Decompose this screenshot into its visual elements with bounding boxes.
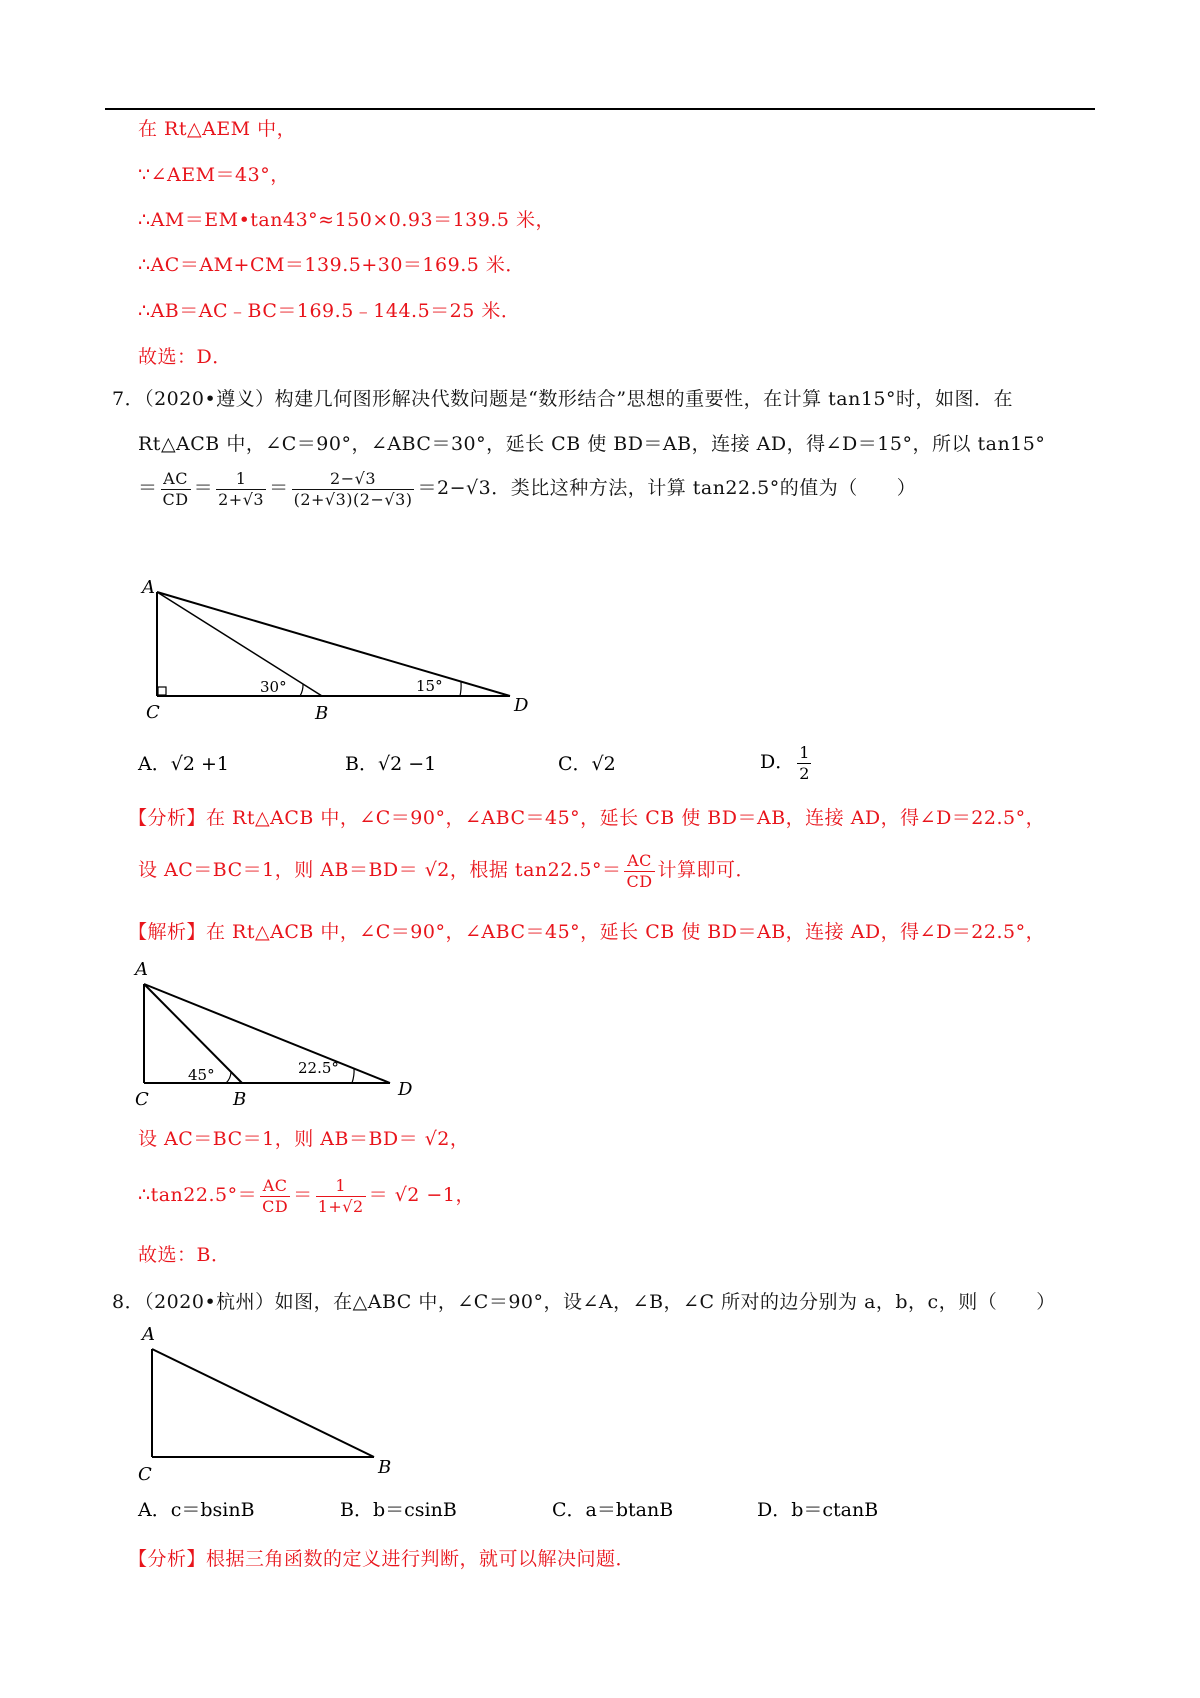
denominator: 2 — [799, 763, 810, 783]
denominator: 1+√2 — [317, 1196, 364, 1216]
question-7-stem: Rt△ACB 中，∠C＝90°，∠ABC＝30°，延长 CB 使 BD＝AB，连接 AD，得∠D＝15°，所以 tan15° — [138, 433, 1046, 455]
solution-line: ∴AM＝EM•tan43°≈150×0.93＝139.5 米， — [138, 209, 556, 231]
right-angle-mark — [158, 687, 166, 695]
denominator: CD — [626, 871, 653, 891]
equals-sign: ＝ — [138, 477, 158, 499]
option-a[interactable]: A．√2 +1 — [138, 753, 229, 775]
denominator: CD — [262, 1196, 289, 1216]
question-7-stem: 7．（2020•遵义）构建几何图形解决代数问题是“数形结合”思想的重要性，在计算 tan15°时，如图．在 — [112, 388, 1013, 410]
equals-sign: ＝ — [293, 1184, 313, 1206]
vertex-label-b: B — [233, 1089, 247, 1110]
denominator: 2+√3 — [218, 489, 265, 509]
vertex-label-a: A — [142, 577, 155, 598]
analysis-line: 【分析】根据三角函数的定义进行判断，就可以解决问题． — [128, 1548, 636, 1570]
formula-text: ∴tan22.5°＝ — [138, 1184, 258, 1206]
formula-tail: ＝2−√3．类比这种方法，计算 tan22.5°的值为（ ） — [417, 477, 917, 499]
solution-line: 设 AC＝BC＝1，则 AB＝BD＝ √2， — [138, 1128, 470, 1150]
fraction — [292, 469, 415, 510]
option-b[interactable]: B．b＝csinB — [340, 1499, 457, 1521]
equals-sign: ＝ — [269, 477, 289, 499]
triangle-figure-3 — [130, 1318, 410, 1485]
vertex-label-b: B — [378, 1457, 392, 1478]
side-ad — [157, 592, 510, 696]
option-a[interactable]: A．c＝bsinB — [138, 1499, 255, 1521]
fraction — [624, 851, 654, 892]
solution-formula — [138, 1175, 475, 1217]
numerator: AC — [163, 468, 188, 488]
angle-label: 22.5° — [298, 1059, 339, 1077]
side-ab — [157, 592, 322, 696]
vertex-label-c: C — [135, 1089, 149, 1110]
solution-line: 【解析】在 Rt△ACB 中，∠C＝90°，∠ABC＝45°，延长 CB 使 BD＝AB，连接 AD，得∠D＝22.5°， — [128, 921, 1046, 943]
denominator: (2+√3)(2−√3) — [293, 489, 413, 509]
numerator: 1 — [799, 742, 810, 762]
side-ab — [152, 1349, 374, 1457]
denominator: CD — [162, 489, 189, 509]
option-b[interactable]: B．√2 −1 — [345, 753, 437, 775]
angle-arc — [226, 1072, 231, 1083]
option-d[interactable] — [760, 742, 814, 784]
vertex-label-a: A — [135, 959, 148, 980]
solution-line: 在 Rt△AEM 中， — [138, 118, 297, 140]
numerator: 1 — [335, 1175, 347, 1195]
solution-line: ∴AC＝AM+CM＝139.5+30＝169.5 米． — [138, 254, 525, 276]
vertex-label-d: D — [514, 695, 529, 716]
vertex-label-a: A — [142, 1324, 155, 1345]
question-7-formula — [138, 468, 916, 510]
angle-arc — [352, 1068, 354, 1083]
triangle-figure-1 — [130, 575, 550, 725]
equals-sign: ＝ — [193, 477, 214, 499]
vertex-label-c: C — [138, 1464, 152, 1485]
fraction — [260, 1176, 290, 1217]
answer-line: 故选：B． — [138, 1244, 231, 1266]
vertex-label-c: C — [146, 702, 160, 723]
fraction — [316, 1176, 366, 1217]
option-c[interactable]: C．a＝btanB — [552, 1499, 674, 1521]
analysis-line — [138, 850, 755, 892]
fraction — [797, 743, 811, 784]
angle-label: 30° — [260, 678, 287, 696]
numerator: 1 — [235, 468, 247, 488]
option-d-label: D． — [760, 751, 795, 773]
numerator: 2−√3 — [330, 468, 377, 488]
solution-line: ∴AB＝AC﹣BC＝169.5﹣144.5＝25 米． — [138, 300, 521, 322]
analysis-text: 计算即可． — [657, 859, 756, 881]
analysis-text: 设 AC＝BC＝1，则 AB＝BD＝ √2，根据 tan22.5°＝ — [138, 859, 622, 881]
question-8-stem: 8．（2020•杭州）如图，在△ABC 中，∠C＝90°，设∠A，∠B，∠C 所对的边分别为 a，b，c，则（ ） — [112, 1291, 1056, 1313]
angle-arc — [460, 682, 461, 696]
numerator: AC — [627, 850, 652, 870]
fraction — [216, 469, 266, 510]
angle-label: 15° — [416, 677, 443, 695]
solution-line: ∵∠AEM＝43°， — [138, 164, 290, 186]
angle-label: 45° — [188, 1066, 215, 1084]
answer-line: 故选：D． — [138, 346, 232, 368]
side-ad — [144, 984, 390, 1083]
vertex-label-d: D — [398, 1079, 413, 1100]
fraction — [161, 469, 191, 510]
triangle-figure-2 — [130, 955, 430, 1115]
option-d[interactable]: D．b＝ctanB — [757, 1499, 879, 1521]
analysis-line: 【分析】在 Rt△ACB 中，∠C＝90°，∠ABC＝45°，延长 CB 使 BD＝AB，连接 AD，得∠D＝22.5°， — [128, 807, 1046, 829]
numerator: AC — [262, 1175, 288, 1195]
option-c[interactable]: C．√2 — [558, 753, 616, 775]
vertex-label-b: B — [315, 703, 329, 724]
formula-text: ＝ √2 −1， — [368, 1184, 475, 1206]
header-rule — [105, 108, 1095, 110]
angle-arc — [300, 684, 303, 696]
